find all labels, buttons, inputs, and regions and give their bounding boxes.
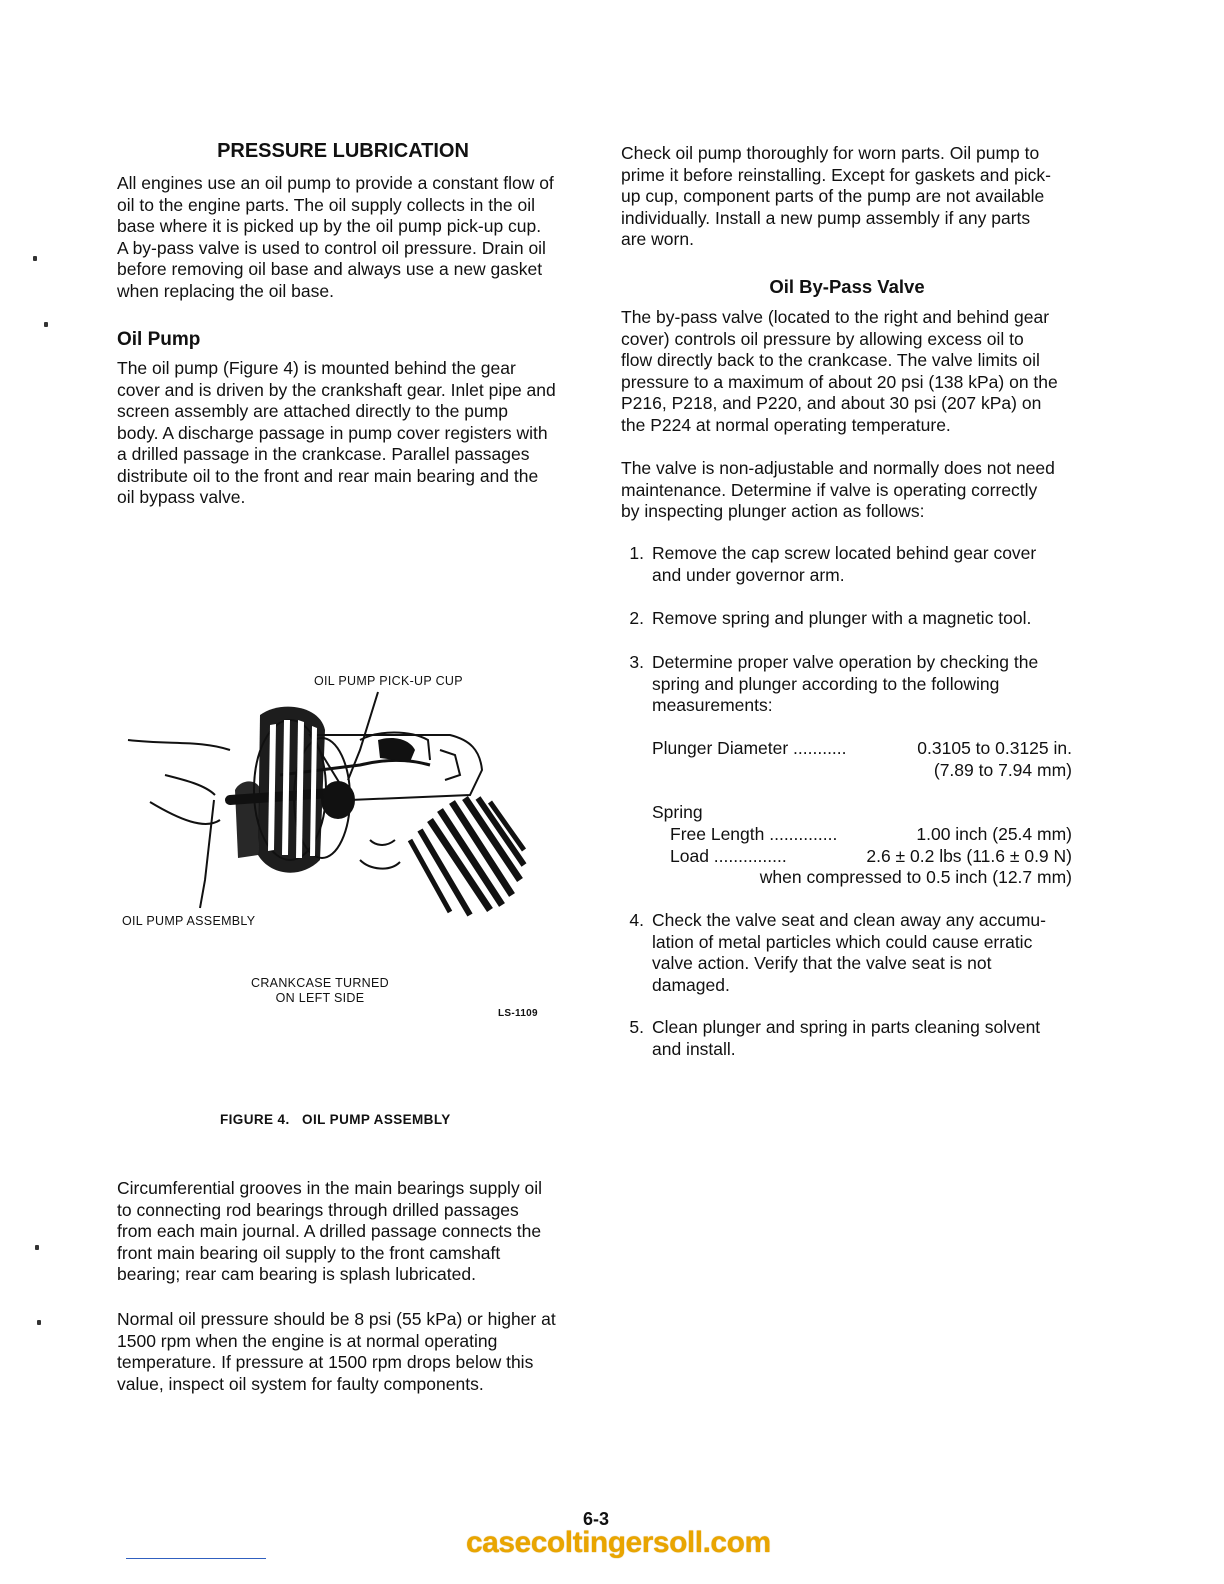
free-length-value: 1.00 inch (25.4 mm) bbox=[916, 824, 1072, 844]
check-paragraph bbox=[621, 143, 1073, 251]
label-pump-assembly: OIL PUMP ASSEMBLY bbox=[122, 914, 256, 928]
text-line: All engines use an oil pump to provide a constant flow of bbox=[117, 173, 554, 193]
text-line: and under governor arm. bbox=[652, 564, 845, 585]
text-line: lation of metal particles which could cause erratic bbox=[652, 931, 1033, 952]
text-line: prime it before reinstalling. Except for gaskets and pick- bbox=[621, 164, 1051, 185]
figure-caption: FIGURE 4. OIL PUMP ASSEMBLY bbox=[220, 1112, 451, 1127]
step-number: 1. bbox=[629, 543, 644, 563]
label-crankcase-line-2: ON LEFT SIDE bbox=[275, 991, 365, 1005]
bearings-paragraph bbox=[117, 1178, 567, 1286]
section-heading: PRESSURE LUBRICATION bbox=[217, 140, 469, 162]
margin-mark bbox=[35, 1245, 39, 1250]
text-line: damaged. bbox=[652, 974, 730, 995]
oil-pump-illustration bbox=[110, 680, 550, 930]
website-watermark[interactable]: casecoltingersoll.com bbox=[466, 1526, 771, 1559]
text-line: a drilled passage in the crankcase. Parallel passages bbox=[117, 444, 530, 464]
text-line: valve action. Verify that the valve seat is not bbox=[652, 953, 992, 973]
text-line: spring and plunger according to the following bbox=[652, 673, 1000, 694]
label-pickup-cup: OIL PUMP PICK-UP CUP bbox=[314, 674, 463, 688]
load-label: Load ............... bbox=[670, 846, 787, 866]
oil-pump-paragraph bbox=[117, 358, 567, 509]
bypass-paragraph bbox=[621, 307, 1073, 436]
text-line: pressure to a maximum of about 20 psi (138 kPa) on the bbox=[621, 371, 1058, 392]
margin-mark bbox=[37, 1320, 41, 1325]
intro-paragraph bbox=[117, 173, 567, 302]
text-line: base where it is picked up by the oil pump pick-up cup. bbox=[117, 216, 542, 236]
text-line: maintenance. Determine if valve is operating correctly bbox=[621, 479, 1038, 500]
text-line: value, inspect oil system for faulty components. bbox=[117, 1373, 484, 1394]
text-line: up cup, component parts of the pump are not available bbox=[621, 186, 1045, 206]
text-line: Remove spring and plunger with a magnetic tool. bbox=[652, 608, 1032, 628]
text-line: the P224 at normal operating temperature. bbox=[621, 414, 951, 435]
text-line: The by-pass valve (located to the right and behind gear bbox=[621, 307, 1050, 327]
text-line: cover and is driven by the crankshaft gear. Inlet pipe and bbox=[117, 379, 556, 400]
text-line: individually. Install a new pump assembly if any parts bbox=[621, 207, 1031, 228]
page-number: 6-3 bbox=[583, 1509, 610, 1529]
text-line: P216, P218, and P220, and about 30 psi (207 kPa) on bbox=[621, 393, 1042, 413]
text-line: oil bypass valve. bbox=[117, 487, 246, 507]
text-line: by inspecting plunger action as follows: bbox=[621, 501, 925, 521]
text-line: body. A discharge passage in pump cover registers with bbox=[117, 422, 548, 443]
spring-label: Spring bbox=[652, 802, 703, 822]
text-line: Remove the cap screw located behind gear cover bbox=[652, 543, 1037, 563]
text-line: are worn. bbox=[621, 229, 694, 249]
text-line: Check the valve seat and clean away any accumu- bbox=[652, 910, 1046, 930]
step-number: 5. bbox=[629, 1017, 644, 1037]
step-number: 2. bbox=[629, 608, 644, 628]
step-number: 3. bbox=[629, 652, 644, 672]
figure-ref-code: LS-1109 bbox=[498, 1008, 538, 1019]
text-line: Check oil pump thoroughly for worn parts. Oil pump to bbox=[621, 143, 1040, 163]
plunger-diameter-label: Plunger Diameter ........... bbox=[652, 738, 847, 758]
text-line: and install. bbox=[652, 1038, 736, 1059]
text-line: Clean plunger and spring in parts cleaning solvent bbox=[652, 1017, 1041, 1037]
text-line: flow directly back to the crankcase. The valve limits oil bbox=[621, 350, 1040, 370]
text-line: from each main journal. A drilled passage connects the bbox=[117, 1221, 542, 1241]
plunger-diameter-value: 0.3105 to 0.3125 in. bbox=[917, 738, 1072, 758]
text-line: front main bearing oil supply to the front camshaft bbox=[117, 1242, 501, 1263]
oil-pump-heading: Oil Pump bbox=[117, 329, 201, 350]
text-line: temperature. If pressure at 1500 rpm drops below this bbox=[117, 1352, 534, 1372]
leader-line-assembly bbox=[200, 800, 214, 908]
text-line: Circumferential grooves in the main bearings supply oil bbox=[117, 1178, 543, 1198]
text-line: distribute oil to the front and rear main bearing and the bbox=[117, 465, 539, 486]
free-length-label: Free Length .............. bbox=[670, 824, 838, 844]
text-line: oil to the engine parts. The oil supply collects in the oil bbox=[117, 194, 535, 215]
text-line: 1500 rpm when the engine is at normal operating bbox=[117, 1330, 498, 1351]
text-line: measurements: bbox=[652, 695, 773, 715]
text-line: when replacing the oil base. bbox=[117, 280, 334, 301]
text-line: cover) controls oil pressure by allowing excess oil to bbox=[621, 328, 1024, 349]
text-line: before removing oil base and always use a new gasket bbox=[117, 259, 543, 279]
step-number: 4. bbox=[629, 910, 644, 930]
load-note: when compressed to 0.5 inch (12.7 mm) bbox=[759, 867, 1072, 887]
text-line: A by-pass valve is used to control oil pressure. Drain oil bbox=[117, 237, 546, 258]
text-line: The oil pump (Figure 4) is mounted behind the gear bbox=[117, 358, 516, 378]
text-line: to connecting rod bearings through drilled passages bbox=[117, 1199, 519, 1220]
text-line: The valve is non-adjustable and normally does not need bbox=[621, 458, 1055, 478]
margin-mark bbox=[33, 256, 37, 261]
margin-mark bbox=[44, 322, 48, 327]
divider bbox=[126, 1558, 266, 1559]
text-line: Determine proper valve operation by checking the bbox=[652, 652, 1039, 672]
bypass-heading: Oil By-Pass Valve bbox=[769, 276, 925, 297]
text-line: Normal oil pressure should be 8 psi (55 kPa) or higher at bbox=[117, 1309, 556, 1329]
plunger-diameter-metric: (7.89 to 7.94 mm) bbox=[933, 760, 1072, 780]
label-crankcase-line-1: CRANKCASE TURNED bbox=[251, 976, 389, 990]
load-value: 2.6 ± 0.2 lbs (11.6 ± 0.9 N) bbox=[866, 846, 1072, 866]
text-line: screen assembly are attached directly to the pump bbox=[117, 401, 509, 421]
pressure-paragraph bbox=[117, 1309, 567, 1395]
valve-paragraph bbox=[621, 458, 1073, 523]
text-line: bearing; rear cam bearing is splash lubricated. bbox=[117, 1264, 476, 1284]
